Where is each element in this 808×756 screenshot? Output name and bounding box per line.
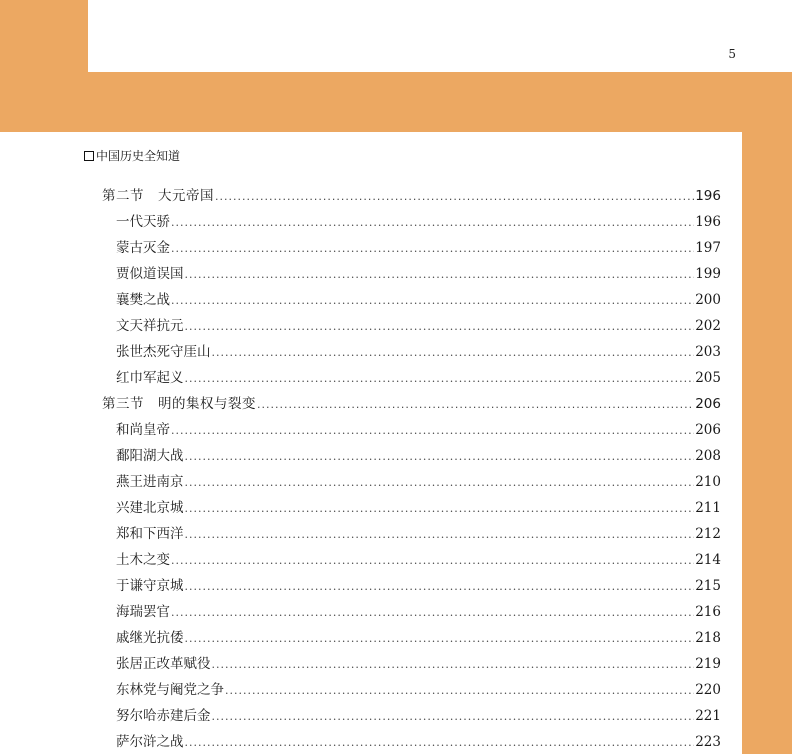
toc-entry-page: 210 (695, 474, 721, 490)
toc-entry-title: 张世杰死守厓山 (116, 344, 211, 360)
toc-entry-title: 东林党与阉党之争 (116, 682, 224, 698)
toc-entry[interactable] (102, 469, 721, 495)
toc-entry-page: 221 (695, 708, 721, 724)
toc-entry-page: 206 (695, 422, 721, 438)
toc-entry-page: 208 (695, 448, 721, 464)
toc-dot-leader (225, 678, 694, 704)
running-header (84, 147, 180, 164)
toc-entry-page: 206 (695, 396, 721, 412)
toc-dot-leader (257, 392, 694, 418)
toc-entry-title: 第二节 大元帝国 (102, 188, 214, 204)
toc-entry[interactable] (102, 313, 721, 339)
toc-dot-leader (185, 314, 695, 340)
toc-entry-title: 蒙古灭金 (116, 240, 170, 256)
toc-entry[interactable] (102, 365, 721, 391)
toc-entry-page: 196 (695, 188, 721, 204)
toc-entry-page: 211 (695, 500, 721, 516)
page-number: 5 (728, 47, 736, 61)
toc-entry-title: 海瑞罢官 (116, 604, 170, 620)
toc-entry-page: 197 (695, 240, 721, 256)
toc-entry[interactable] (102, 625, 721, 651)
toc-entry-page: 223 (695, 734, 721, 750)
toc-entry-page: 220 (695, 682, 721, 698)
square-box-icon (84, 151, 94, 161)
toc-dot-leader (171, 600, 694, 626)
toc-entry-page: 219 (695, 656, 721, 672)
toc-dot-leader (212, 704, 695, 730)
toc-dot-leader (171, 548, 694, 574)
toc-section-entry[interactable] (102, 183, 721, 209)
toc-entry[interactable] (102, 287, 721, 313)
toc-entry[interactable] (102, 417, 721, 443)
toc-entry-title: 张居正改革赋役 (116, 656, 211, 672)
toc-dot-leader (185, 470, 695, 496)
toc-dot-leader (185, 574, 695, 600)
toc-entry-title: 红巾军起义 (116, 370, 184, 386)
toc-entry-title: 戚继光抗倭 (116, 630, 184, 646)
toc-dot-leader (171, 418, 694, 444)
running-header-title: 中国历史全知道 (96, 149, 181, 163)
toc-entry-page: 199 (695, 266, 721, 282)
toc-entry-page: 196 (695, 214, 721, 230)
toc-entry-page: 203 (695, 344, 721, 360)
toc-entry[interactable] (102, 547, 721, 573)
toc-dot-leader (212, 652, 695, 678)
toc-entry[interactable] (102, 443, 721, 469)
toc-entry-page: 216 (695, 604, 721, 620)
toc-entry-title: 襄樊之战 (116, 292, 170, 308)
toc-entry-page: 214 (695, 552, 721, 568)
toc-entry[interactable] (102, 209, 721, 235)
toc-entry[interactable] (102, 261, 721, 287)
toc-entry-title: 第三节 明的集权与裂变 (102, 396, 256, 412)
toc-entry-title: 努尔哈赤建后金 (116, 708, 211, 724)
toc-entry[interactable] (102, 235, 721, 261)
toc-entry[interactable] (102, 651, 721, 677)
toc-entry-page: 215 (695, 578, 721, 594)
toc-entry-page: 205 (695, 370, 721, 386)
toc-entry-title: 郑和下西洋 (116, 526, 184, 542)
toc-dot-leader (185, 626, 695, 652)
toc-entry-title: 于谦守京城 (116, 578, 184, 594)
toc-dot-leader (185, 496, 695, 522)
toc-dot-leader (185, 262, 695, 288)
toc-entry-title: 一代天骄 (116, 214, 170, 230)
previous-page-fragment (88, 0, 792, 72)
toc-entry[interactable] (102, 677, 721, 703)
toc-dot-leader (185, 366, 695, 392)
toc-entry-title: 鄱阳湖大战 (116, 448, 184, 464)
toc-section-entry[interactable] (102, 391, 721, 417)
table-of-contents (102, 183, 721, 755)
toc-entry-title: 燕王进南京 (116, 474, 184, 490)
toc-entry-title: 贾似道误国 (116, 266, 184, 282)
toc-entry-title: 和尚皇帝 (116, 422, 170, 438)
toc-dot-leader (171, 288, 694, 314)
toc-entry-page: 202 (695, 318, 721, 334)
right-edge-strip (792, 0, 808, 754)
toc-dot-leader (185, 730, 695, 756)
left-margin-strip (0, 132, 14, 754)
toc-entry-title: 萨尔浒之战 (116, 734, 184, 750)
toc-entry-title: 兴建北京城 (116, 500, 184, 516)
toc-entry-page: 200 (695, 292, 721, 308)
toc-entry[interactable] (102, 599, 721, 625)
toc-dot-leader (185, 522, 695, 548)
toc-dot-leader (212, 340, 695, 366)
toc-entry-page: 212 (695, 526, 721, 542)
document-page (14, 132, 742, 754)
toc-dot-leader (215, 184, 694, 210)
toc-dot-leader (185, 444, 695, 470)
toc-dot-leader (171, 236, 694, 262)
toc-entry[interactable] (102, 495, 721, 521)
toc-entry[interactable] (102, 729, 721, 755)
toc-entry-title: 土木之变 (116, 552, 170, 568)
toc-entry-page: 218 (695, 630, 721, 646)
toc-entry[interactable] (102, 573, 721, 599)
toc-entry[interactable] (102, 339, 721, 365)
toc-entry-title: 文天祥抗元 (116, 318, 184, 334)
toc-dot-leader (171, 210, 694, 236)
toc-entry[interactable] (102, 521, 721, 547)
toc-entry[interactable] (102, 703, 721, 729)
